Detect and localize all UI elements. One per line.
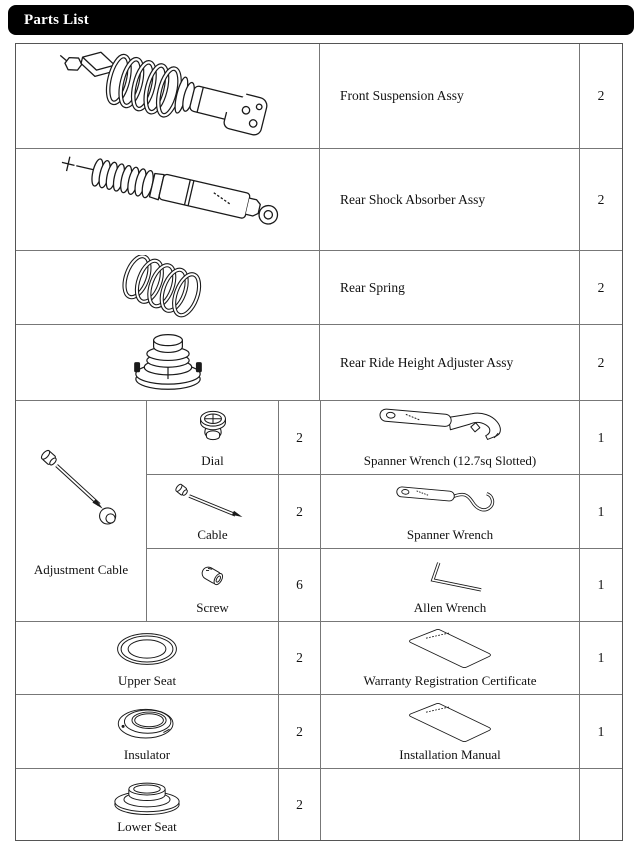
part-qty: 2 bbox=[279, 401, 321, 475]
insulator-illustration bbox=[106, 701, 188, 745]
screw-cell bbox=[147, 549, 279, 621]
dial-illustration bbox=[191, 408, 235, 450]
ride-height-adjuster-image-cell bbox=[16, 325, 320, 400]
installation-manual-illustration bbox=[392, 699, 508, 747]
adjustment-cable-cell bbox=[16, 401, 147, 621]
rear-spring-image-cell bbox=[16, 251, 320, 325]
cable-cell bbox=[147, 475, 279, 549]
part-name: Cable bbox=[197, 527, 228, 543]
part-name: Front Suspension Assy bbox=[320, 44, 580, 149]
part-name: Rear Shock Absorber Assy bbox=[320, 149, 580, 251]
part-qty: 2 bbox=[580, 251, 622, 325]
part-name: Spanner Wrench bbox=[406, 527, 494, 543]
part-qty: 6 bbox=[279, 549, 321, 621]
part-name: Upper Seat bbox=[117, 673, 177, 689]
part-name: Screw bbox=[196, 600, 229, 616]
front-suspension-assy-illustration bbox=[39, 47, 297, 145]
part-name: Spanner Wrench (12.7sq Slotted) bbox=[363, 453, 537, 469]
empty-cell bbox=[321, 769, 580, 840]
part-qty: 2 bbox=[279, 695, 321, 769]
seats-documents-section bbox=[16, 622, 622, 840]
part-name: Installation Manual bbox=[399, 747, 501, 763]
main-parts-section bbox=[16, 44, 622, 401]
part-name: Lower Seat bbox=[117, 819, 177, 835]
part-qty: 2 bbox=[279, 622, 321, 695]
part-qty: 2 bbox=[279, 475, 321, 549]
spanner-slotted-cell bbox=[321, 401, 580, 475]
spanner-wrench-illustration bbox=[391, 483, 509, 523]
part-qty: 1 bbox=[580, 695, 622, 769]
part-name: Adjustment Cable bbox=[33, 562, 129, 577]
allen-wrench-illustration bbox=[407, 556, 493, 596]
part-name: Allen Wrench bbox=[413, 600, 487, 616]
part-qty bbox=[580, 769, 622, 840]
adjustment-cable-section bbox=[16, 401, 622, 622]
part-name: Dial bbox=[201, 453, 224, 469]
page-title: Parts List bbox=[24, 11, 89, 28]
part-name: Warranty Registration Certificate bbox=[363, 673, 537, 689]
rear-spring-illustration bbox=[102, 255, 234, 321]
part-qty: 2 bbox=[580, 149, 622, 251]
rear-shock-image-cell bbox=[16, 149, 320, 251]
parts-table bbox=[15, 43, 623, 841]
part-qty: 1 bbox=[580, 475, 622, 549]
part-qty: 1 bbox=[597, 577, 605, 592]
installation-manual-cell bbox=[321, 695, 580, 769]
spanner-plain-cell bbox=[321, 475, 580, 549]
part-qty: 1 bbox=[580, 401, 622, 475]
warranty-certificate-cell bbox=[321, 622, 580, 695]
part-name: Rear Ride Height Adjuster Assy bbox=[320, 325, 580, 400]
screw-illustration bbox=[194, 561, 232, 591]
lower-seat-cell bbox=[16, 769, 279, 840]
part-name: Rear Spring bbox=[320, 251, 580, 325]
rear-shock-absorber-illustration bbox=[39, 153, 297, 247]
part-qty: 1 bbox=[580, 622, 622, 695]
dial-cell bbox=[147, 401, 279, 475]
insulator-cell bbox=[16, 695, 279, 769]
part-qty: 2 bbox=[580, 44, 622, 149]
spanner-wrench-slotted-illustration bbox=[375, 406, 525, 452]
part-qty: 2 bbox=[597, 354, 605, 370]
cable-illustration bbox=[167, 482, 259, 524]
part-qty: 2 bbox=[279, 769, 321, 840]
warranty-certificate-illustration bbox=[392, 625, 508, 673]
upper-seat-illustration bbox=[105, 627, 189, 671]
allen-wrench-cell bbox=[321, 549, 580, 621]
part-name: Insulator bbox=[123, 747, 171, 763]
adjustment-cable-illustration bbox=[31, 444, 131, 536]
front-suspension-image-cell bbox=[16, 44, 320, 149]
ride-height-adjuster-illustration bbox=[116, 330, 220, 396]
parts-list-header bbox=[8, 5, 634, 35]
upper-seat-cell bbox=[16, 622, 279, 695]
lower-seat-illustration bbox=[103, 773, 191, 819]
